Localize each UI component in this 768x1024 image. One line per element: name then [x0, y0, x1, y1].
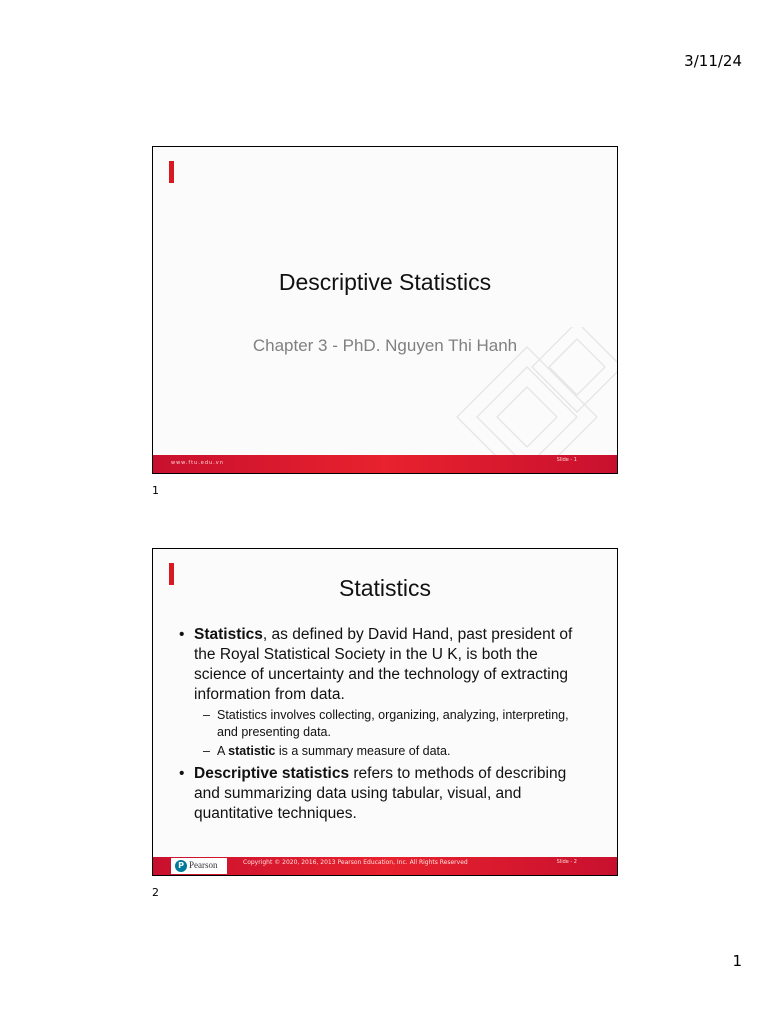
footer-url: www.ftu.edu.vn — [171, 460, 224, 466]
sub-bullet-item: – A statistic is a summary measure of data. — [203, 744, 451, 758]
footer-slide-number: Slide - 2 — [556, 859, 577, 865]
bullet-term: Statistics — [194, 626, 263, 643]
print-date: 3/11/24 — [684, 52, 742, 70]
sub-bullet-item: – Statistics involves collecting, organizing, analyzing, interpreting, and presenting data. — [203, 708, 569, 739]
slide-2 — [152, 548, 618, 876]
slide-number-label: 2 — [152, 886, 159, 899]
sub-bullet-text: is a summary measure of data. — [275, 744, 451, 758]
slide-title: Descriptive Statistics — [278, 269, 492, 295]
copyright-text: Copyright © 2020, 2016, 2013 Pearson Education, Inc. All Rights Reserved — [243, 859, 468, 866]
bullet-text: refers to methods of describing and summarizing data using tabular, visual, and quantitative techniques. — [194, 765, 567, 822]
bullet-text: , as defined by David Hand, past president of the Royal Statistical Society in the U K, is both the science of uncertainty and the technology of extracting information from data. — [194, 626, 573, 703]
sub-bullet-text: Statistics involves collecting, organizing, analyzing, interpreting, and presenting data. — [217, 708, 569, 739]
pearson-p-icon: P — [175, 860, 187, 872]
sub-bullet-term: statistic — [228, 744, 276, 758]
footer-slide-number: Slide - 1 — [556, 457, 577, 463]
slide-title: Statistics — [338, 575, 432, 601]
slide-footer — [153, 857, 617, 875]
pearson-wordmark: Pearson — [189, 860, 218, 870]
bullet-term: Descriptive statistics — [194, 765, 350, 782]
sub-bullet-prefix: A — [217, 744, 229, 758]
bullet-item: • Descriptive statistics refers to methods of describing and summarizing data using tabular, visual, and quantitative techniques. — [179, 765, 567, 822]
pearson-logo — [171, 858, 227, 874]
slide-accent-bar — [169, 161, 174, 183]
slide-1 — [152, 146, 618, 474]
bullet-item: • Statistics, as defined by David Hand, past president of the Royal Statistical Society in the U K, is both the science of uncertainty and the technology of extracting information from data. — [179, 626, 573, 703]
page-number: 1 — [732, 952, 742, 970]
slide-footer — [153, 455, 617, 473]
slide-number-label: 1 — [152, 484, 159, 497]
bullet-list — [177, 625, 587, 824]
slide-subtitle: Chapter 3 - PhD. Nguyen Thi Hanh — [252, 336, 518, 355]
